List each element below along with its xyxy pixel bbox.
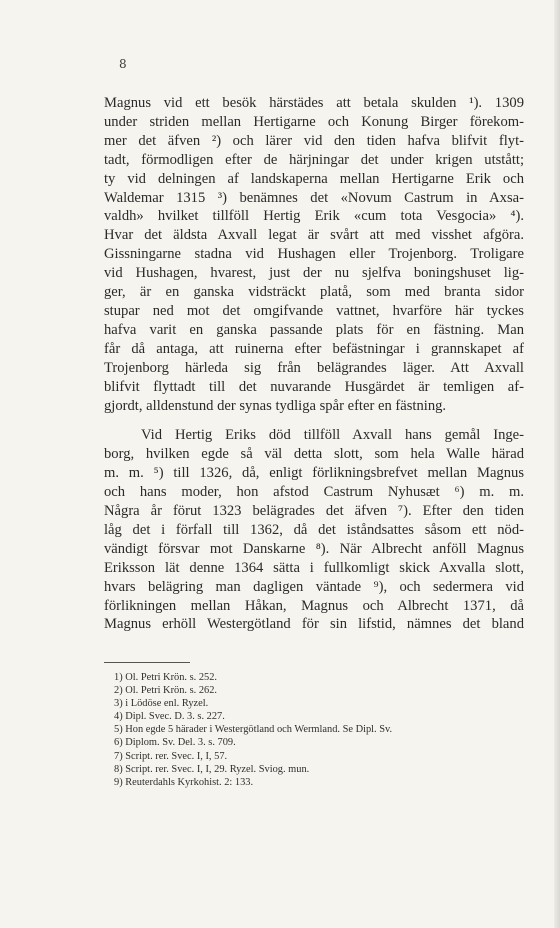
text-line: Trojenborg härleda sig från belägrandes läger. Att Axvall	[104, 359, 524, 376]
text-line: ger, är en ganska vidsträckt platå, som med branta sidor	[104, 284, 524, 301]
text-line: tadt, förmodligen efter de härjningar det under krigen utstått;	[104, 151, 524, 168]
text-line: mer det äfven ²) och lärer vid den tiden hafva blifvit flyt-	[104, 132, 524, 149]
text-line: och hans moder, hon afstod Castrum Nyhusæt ⁶) m. m.	[104, 484, 524, 501]
text-line: får då antaga, att ruinerna efter befästningar i grannskapet af	[104, 340, 524, 357]
text-line: Eriksson lät denne 1364 sätta i fullkomligt skick Axvalla slott,	[104, 559, 524, 576]
text-line: låg det i förfall till 1362, då det iståndsattes såsom ett nöd-	[104, 521, 524, 538]
text-line: Magnus erhöll Westergötland för sin lifstid, nämnes det bland	[104, 616, 524, 633]
page-edge	[554, 0, 560, 928]
paragraph-2	[104, 426, 524, 634]
paragraph-1	[104, 94, 524, 415]
text-line: borg, hvilken egde så väl detta slott, som hela Walle härad	[104, 446, 524, 463]
footnote: 9) Reuterdahls Kyrkohist. 2: 133.	[114, 776, 254, 788]
footnotes	[114, 671, 392, 789]
footnote: 6) Diplom. Sv. Del. 3. s. 709.	[114, 737, 236, 749]
text-line: gjordt, alldenstund der synas tydliga spår efter en fästning.	[104, 397, 447, 414]
text-line: förlikningen mellan Håkan, Magnus och Albrecht 1371, då	[104, 597, 524, 614]
footnote: 1) Ol. Petri Krön. s. 252.	[114, 672, 218, 683]
footnote: 7) Script. rer. Svec. I, I, 57.	[114, 750, 228, 762]
text-line: Hvar det äldsta Axvall legat är svårt att med visshet afgöra.	[104, 227, 524, 244]
text-line: ty vid delningen af landskaperna mellan Hertigarne Erik och	[104, 170, 524, 187]
text-line: under striden mellan Hertigarne och Konung Birger förekom-	[104, 113, 524, 130]
text-line: Gissningarne stadna vid Hushagen eller Trojenborg. Troligare	[104, 246, 524, 263]
text-line: m. m. ⁵) till 1326, då, enligt förlikningsbrefvet mellan Magnus	[104, 465, 524, 482]
text-line: Waldemar 1315 ³) benämnes det «Novum Castrum in Axsa-	[104, 189, 524, 206]
footnote: 4) Dipl. Svec. D. 3. s. 227.	[114, 711, 225, 723]
footnote: 2) Ol. Petri Krön. s. 262.	[114, 685, 218, 697]
footnote: 3) i Lödöse enl. Ryzel.	[114, 698, 209, 710]
text-line: vändigt försvar mot Danskarne ⁸). När Albrecht anföll Magnus	[104, 540, 524, 557]
text-line: vid Hushagen, hvarest, just der nu sjelfva boningshuset lig-	[104, 265, 524, 282]
text-line: stupar ned mot det omgifvande vattnet, hvarföre här tyckes	[104, 302, 524, 319]
text-line: Magnus vid ett besök härstädes att betala skulden ¹). 1309	[104, 95, 524, 111]
text-line: hvars belägring man dagligen väntade ⁹), och sedermera vid	[104, 578, 524, 595]
text-line: valdh» hvilket tillföll Hertig Erik «cum tota Vesgocia» ⁴).	[104, 208, 524, 225]
text-line: Vid Hertig Eriks död tillföll Axvall hans gemål Inge-	[141, 427, 524, 444]
text-line: blifvit flyttadt till det nuvarande Husgärdet är temligen af-	[104, 378, 524, 395]
page-number: 8	[119, 57, 127, 71]
text-line: Några år förut 1323 belägrades det äfven ⁷). Efter den tiden	[104, 503, 524, 520]
footnote: 8) Script. rer. Svec. I, I, 29. Ryzel. Sviog. mun.	[114, 763, 310, 775]
footnote: 5) Hon egde 5 härader i Westergötland och Wermland. Se Dipl. Sv.	[114, 724, 393, 736]
body-text	[104, 94, 524, 634]
paragraph-gap	[104, 415, 524, 426]
text-line: hafva varit en ganska passande plats för en fästning. Man	[104, 321, 524, 338]
footnote-rule	[104, 662, 190, 663]
